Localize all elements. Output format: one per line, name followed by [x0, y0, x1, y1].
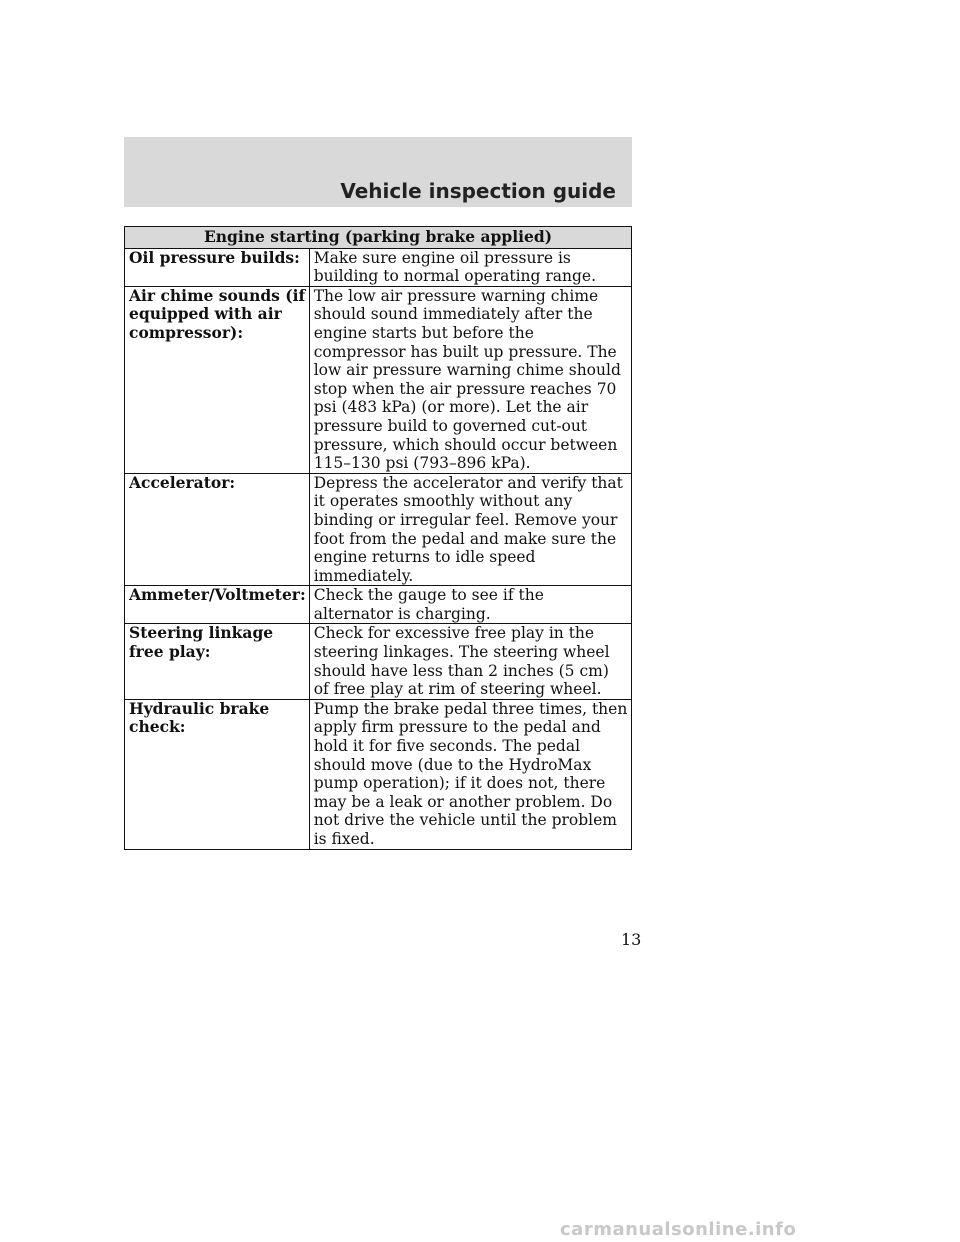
section-title: Vehicle inspection guide [340, 179, 616, 203]
table-row [125, 286, 632, 473]
row-description: Depress the accelerator and verify that it operates smoothly without any binding or irregular feel. Remove your foot from the pedal and make sure the engine returns to idle speed immediately. [309, 473, 631, 586]
row-term: Oil pressure builds: [125, 248, 310, 286]
watermark-text: carmanualsonline.info [560, 1219, 797, 1240]
table-row [125, 248, 632, 286]
page-number: 13 [621, 930, 642, 949]
table-row [125, 624, 632, 699]
row-description: Check the gauge to see if the alternator is charging. [309, 586, 631, 624]
row-description: Make sure engine oil pressure is building to normal operating range. [309, 248, 631, 286]
row-term: Hydraulic brake check: [125, 699, 310, 849]
row-description: The low air pressure warning chime should sound immediately after the engine starts but before the compressor has built up pressure. The low air pressure warning chime should stop when the air pressure reaches 70 psi (483 kPa) (or more). Let the air pressure build to governed cut-out pressure, which should occur between 115–130 psi (793–896 kPa). [309, 286, 631, 473]
inspection-table [124, 226, 632, 850]
table-row [125, 473, 632, 586]
table-heading-row [125, 227, 632, 249]
section-header-band [124, 137, 632, 207]
row-term: Air chime sounds (if equipped with air compressor): [125, 286, 310, 473]
row-description: Check for excessive free play in the steering linkages. The steering wheel should have less than 2 inches (5 cm) of free play at rim of steering wheel. [309, 624, 631, 699]
table-row [125, 586, 632, 624]
row-term: Steering linkage free play: [125, 624, 310, 699]
table-row [125, 699, 632, 849]
table-heading: Engine starting (parking brake applied) [125, 227, 632, 249]
row-description: Pump the brake pedal three times, then apply firm pressure to the pedal and hold it for five seconds. The pedal should move (due to the HydroMax pump operation); if it does not, there may be a leak or another problem. Do not drive the vehicle until the problem is fixed. [309, 699, 631, 849]
row-term: Accelerator: [125, 473, 310, 586]
row-term: Ammeter/Voltmeter: [125, 586, 310, 624]
